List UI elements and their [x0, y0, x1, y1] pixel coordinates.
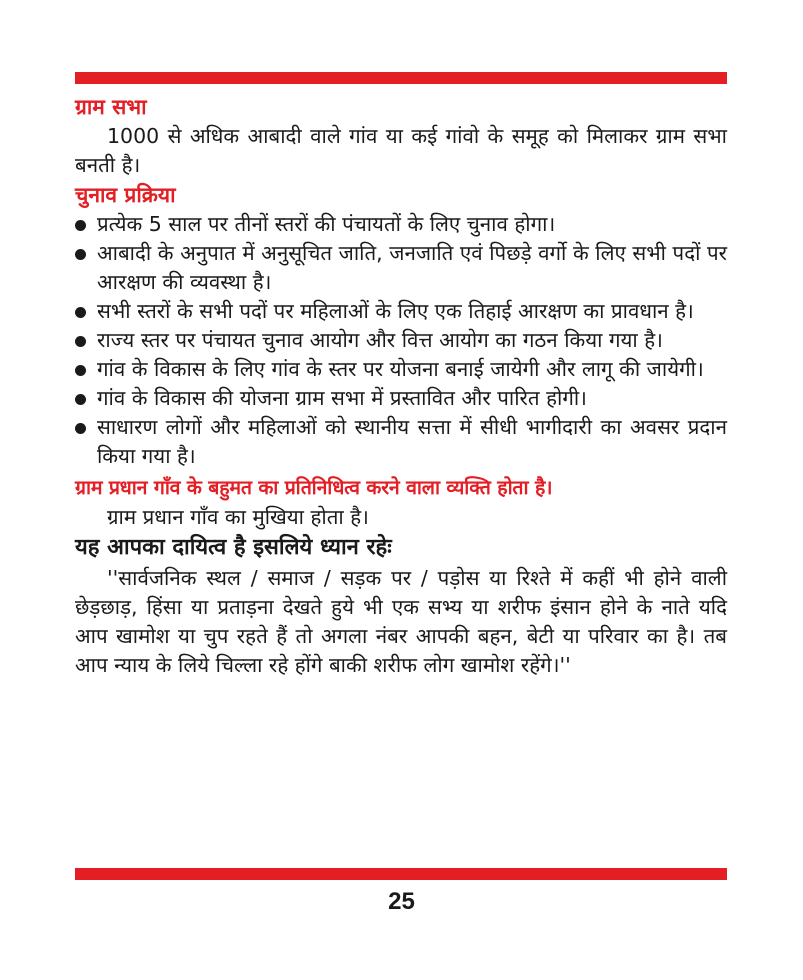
election-process-list — [75, 210, 727, 471]
bullet-icon — [75, 336, 86, 347]
gram-pradhan-paragraph: ग्राम प्रधान गाँव का मुखिया होता है। — [107, 505, 369, 529]
top-divider — [75, 72, 727, 84]
list-item: गांव के विकास के लिए गांव के स्तर पर योजना बनाई जायेगी और लागू की जायेगी। — [75, 355, 727, 384]
responsibility-quote: ''सार्वजनिक स्थल / समाज / सड़क पर / पड़ोस या रिश्ते में कहीं भी होने वाली छेड़छाड़, हिंसा या प्रताड़ना देखते हुये भी एक सभ्य या शरीफ इंसान होने के नाते यदि आप खामोश या चुप रहते हैं तो अगला नंबर आपकी बहन, बेटी या परिवार का है। तब आप न्याय के लिये चिल्ला रहे होंगे बाकी शरीफ लोग खामोश रहेंगे।'' — [75, 566, 727, 677]
election-process-heading: चुनाव प्रक्रिया — [75, 183, 176, 207]
page-number: 25 — [388, 888, 415, 915]
list-item: आबादी के अनुपात में अनुसूचित जाति, जनजाति एवं पिछड़े वर्गो के लिए सभी पदों पर आरक्षण की व्यवस्था है। — [75, 239, 727, 297]
bottom-divider — [75, 868, 727, 880]
list-item: साधारण लोगों और महिलाओं को स्थानीय सत्ता में सीधी भागीदारी का अवसर प्रदान किया गया है। — [75, 413, 727, 471]
bullet-icon — [75, 249, 86, 260]
list-item: सभी स्तरों के सभी पदों पर महिलाओं के लिए एक तिहाई आरक्षण का प्रावधान है। — [75, 297, 727, 326]
bullet-icon — [75, 307, 86, 318]
list-item: राज्य स्तर पर पंचायत चुनाव आयोग और वित्त आयोग का गठन किया गया है। — [75, 326, 727, 355]
list-item: गांव के विकास की योजना ग्राम सभा में प्रस्तावित और पारित होगी। — [75, 384, 727, 413]
responsibility-heading: यह आपका दायित्व है इसलिये ध्यान रहेः — [75, 535, 392, 560]
bullet-icon — [75, 365, 86, 376]
bullet-icon — [75, 423, 86, 434]
bullet-icon — [75, 220, 86, 231]
gram-sabha-paragraph: 1000 से अधिक आबादी वाले गांव या कई गांवो के समूह को मिलाकर ग्राम सभा बनती है। — [75, 124, 727, 177]
gram-sabha-heading: ग्राम सभा — [75, 95, 147, 119]
list-item: प्रत्येक 5 साल पर तीनों स्तरों की पंचायतों के लिए चुनाव होगा। — [75, 210, 727, 239]
gram-pradhan-statement: ग्राम प्रधान गाँव के बहुमत का प्रतिनिधित्व करने वाला व्यक्ति होता है। — [75, 476, 553, 499]
bullet-icon — [75, 394, 86, 405]
page-content — [75, 92, 727, 680]
